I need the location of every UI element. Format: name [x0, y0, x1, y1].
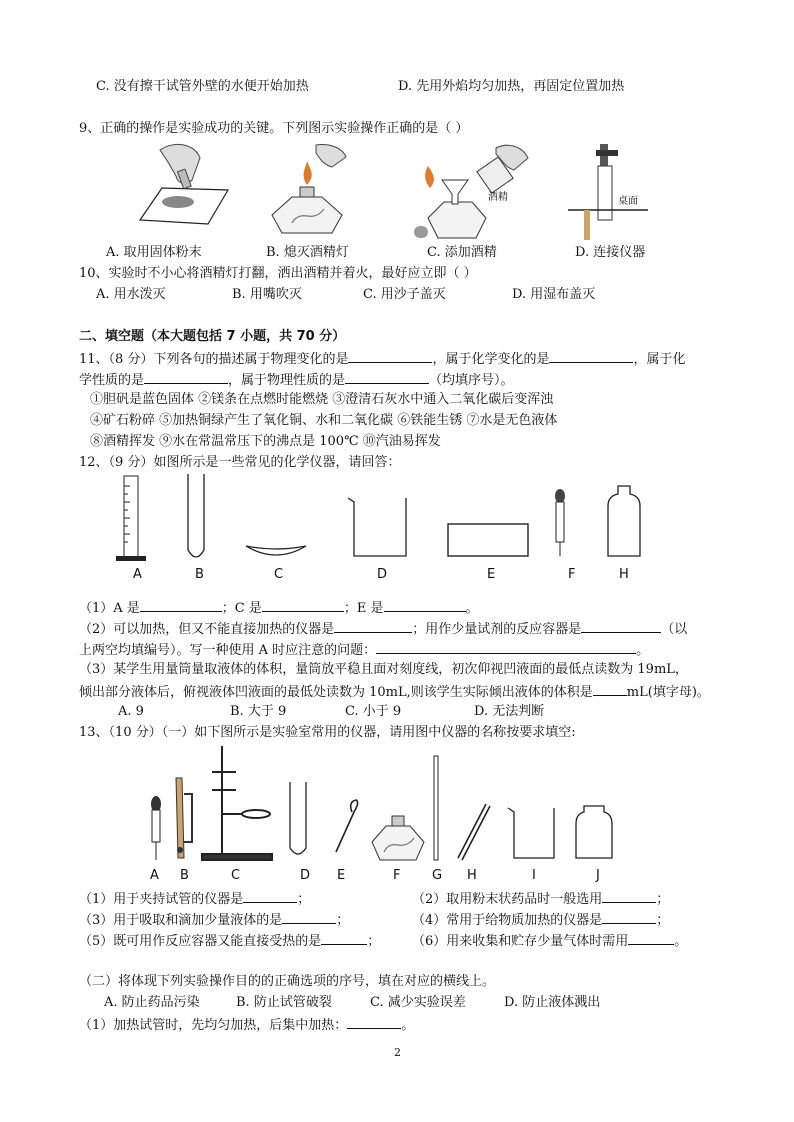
spatula-icon	[336, 800, 358, 852]
q11-text: ，属于化学变化的是	[432, 352, 550, 367]
test-tube-holder-icon	[176, 778, 192, 858]
q9-option-b: B. 熄灭酒精灯	[266, 245, 349, 260]
graduated-cylinder-icon	[116, 476, 146, 561]
answer-blank[interactable]	[345, 370, 429, 384]
test-tube-icon	[188, 474, 204, 557]
q13-text: （3）用于吸取和滴加少量液体的是	[79, 913, 283, 928]
q13-part2-option-a: A. 防止药品污染	[104, 995, 200, 1010]
fig-label: B	[180, 868, 189, 883]
answer-blank[interactable]	[593, 682, 627, 696]
fig-label: I	[532, 868, 536, 883]
q13-row-3b	[412, 931, 687, 951]
q12-text: （以	[661, 622, 688, 637]
q8-option-c: C. 没有擦干试管外壁的水便开始加热	[96, 79, 309, 94]
answer-blank[interactable]	[144, 370, 228, 384]
q12-option-d: D. 无法判断	[474, 704, 545, 719]
q13-part2-stem: （二）将体现下列实验操作目的的正确选项的序号，填在对应的横线上。	[79, 974, 496, 989]
answer-blank[interactable]	[384, 598, 466, 612]
q11-items-1: ①胆矾是蓝色固体 ②镁条在点燃时能燃烧 ③澄清石灰水中通入二氧化碳后变浑浊	[90, 392, 554, 407]
q12-p2-line1	[79, 619, 687, 639]
answer-blank[interactable]	[376, 640, 636, 654]
answer-blank[interactable]	[602, 889, 656, 903]
q13-part2-option-c: C. 减少实验误差	[370, 995, 466, 1010]
section-title: 二、填空题（本大题包括 7 小题，共 70 分）	[79, 329, 346, 344]
q13-text: 。	[674, 934, 688, 949]
answer-blank[interactable]	[321, 931, 367, 945]
q12-text: 。	[465, 601, 479, 616]
fig-label: F	[568, 567, 576, 582]
answer-blank[interactable]	[602, 910, 656, 924]
answer-blank[interactable]	[549, 349, 633, 363]
q12-text: 。	[636, 643, 650, 658]
dropper-icon	[151, 796, 161, 860]
q10-option-d: D. 用湿布盖灭	[512, 287, 596, 302]
q13-text: （2）取用粉末状药品时一般选用	[412, 892, 603, 907]
fig-label: E	[487, 567, 496, 582]
reagent-bottle-icon	[608, 486, 640, 556]
alcohol-lamp-icon	[372, 816, 424, 860]
answer-blank[interactable]	[262, 598, 344, 612]
figure-alcohol-lamp	[262, 145, 352, 235]
fig-label: B	[195, 567, 204, 582]
fig-label: D	[300, 868, 311, 883]
tweezers-icon	[458, 804, 490, 860]
answer-blank[interactable]	[348, 349, 432, 363]
q12-text: 上两空均填编号）。写一种使用 A 时应注意的问题：	[79, 643, 377, 658]
trough-icon	[448, 524, 528, 556]
answer-blank[interactable]	[581, 619, 661, 633]
q9-option-c: C. 添加酒精	[427, 245, 497, 260]
q11-text: 11、（8 分）下列各句的描述属于物理变化的是	[79, 352, 349, 367]
q12-text: ；E 是	[343, 601, 384, 616]
q10-option-b: B. 用嘴吹灭	[232, 287, 302, 302]
q11-line2	[79, 370, 514, 390]
q13-row-2	[79, 910, 349, 930]
answer-blank[interactable]	[243, 889, 297, 903]
q13-part2-q1	[79, 1015, 414, 1035]
q13-part2-option-b: B. 防止试管破裂	[236, 995, 332, 1010]
q13-row-1b	[412, 889, 669, 909]
answer-blank[interactable]	[334, 619, 412, 633]
fig-label: F	[393, 868, 401, 883]
q12-p1	[79, 598, 479, 618]
q13-text: （5）既可用作反应容器又能直接受热的是	[79, 934, 322, 949]
evaporating-dish-icon	[246, 546, 306, 555]
figure-label-alcohol: 酒精	[488, 192, 508, 203]
q12-text: 倾出部分液体后，俯视液体凹液面的最低处读数为 10mL,则该学生实际倾出液体的体积是	[79, 685, 593, 700]
q13-stem: 13、（10 分）（一）如下图所示是实验室常用的仪器，请用图中仪器的名称按要求填空:	[79, 725, 576, 740]
q9-stem: 9、正确的操作是实验成功的关键。下列图示实验操作正确的是（ ）	[79, 121, 469, 136]
q12-option-b: B. 大于 9	[230, 704, 287, 719]
fig-label: C	[274, 567, 284, 582]
q12-stem: 12、（9 分）如图所示是一些常见的化学仪器，请回答：	[79, 455, 401, 470]
q12-p3-line2	[79, 682, 710, 702]
q12-text: mL(填字母)。	[626, 685, 710, 700]
q13-row-3	[79, 931, 380, 951]
fig-label: C	[231, 868, 241, 883]
q11-text: ，属于物理性质的是	[228, 373, 346, 388]
q11-items-2: ④矿石粉碎 ⑤加热铜绿产生了氧化铜、水和二氧化碳 ⑥铁能生锈 ⑦水是无色液体	[90, 413, 558, 428]
fig-label: D	[377, 567, 388, 582]
q11-text: 学性质的是	[79, 373, 145, 388]
q13-part2-option-d: D. 防止液体溅出	[504, 995, 601, 1010]
q12-instruments-figure	[110, 472, 670, 564]
q10-option-c: C. 用沙子盖灭	[363, 287, 446, 302]
q10-option-a: A. 用水泼灭	[96, 287, 166, 302]
answer-blank[interactable]	[628, 931, 674, 945]
dropper-icon	[555, 489, 565, 556]
q10-stem: 10、实验时不小心将酒精灯打翻，洒出酒精并着火，最好应立即（ ）	[79, 266, 477, 281]
q13-text: 。	[401, 1018, 415, 1033]
q13-text: （4）常用于给物质加热的仪器是	[412, 913, 603, 928]
q11-line1	[79, 349, 685, 369]
q12-option-c: C. 小于 9	[345, 704, 402, 719]
fig-label: A	[150, 868, 159, 883]
fig-label: H	[619, 567, 629, 582]
q11-text: ，属于化	[633, 352, 686, 367]
q13-text: ；	[336, 913, 350, 928]
figure-label-desk: 桌面	[618, 196, 638, 207]
q11-items-3: ⑧酒精挥发 ⑨水在常温常压下的沸点是 100℃ ⑩汽油易挥发	[90, 434, 441, 449]
page-number: 2	[394, 1046, 401, 1059]
glass-rod-icon	[434, 756, 438, 860]
q13-row-1	[79, 889, 310, 909]
figure-powder-paper	[120, 140, 230, 230]
q12-p3-line1: （3）某学生用量筒量取液体的体积，量筒放平稳且面对刻度线，初次仰视凹液面的最低点读数为 19mL，	[79, 662, 688, 677]
q12-text: ；C 是	[221, 601, 262, 616]
q13-text: ；	[297, 892, 311, 907]
figure-connect-apparatus	[568, 140, 668, 240]
fig-label: H	[467, 868, 477, 883]
q11-text: （均填序号）。	[429, 373, 514, 388]
q13-text: （1）加热试管时，先均匀加热，后集中加热：	[79, 1018, 348, 1033]
beaker-icon	[508, 808, 554, 858]
test-tube-icon	[290, 782, 306, 854]
q12-p2-line2	[79, 640, 649, 660]
q9-option-d: D. 连接仪器	[575, 245, 646, 260]
gas-bottle-icon	[576, 806, 612, 858]
q8-option-d: D. 先用外焰均匀加热，再固定位置加热	[398, 79, 625, 94]
q13-row-2b	[412, 910, 669, 930]
fig-label: J	[596, 868, 600, 883]
answer-blank[interactable]	[282, 910, 336, 924]
q13-text: ；	[367, 934, 381, 949]
q9-option-a: A. 取用固体粉末	[106, 245, 202, 260]
answer-blank[interactable]	[347, 1015, 401, 1029]
q13-text: ；	[656, 913, 670, 928]
q13-text: （1）用于夹持试管的仪器是	[79, 892, 244, 907]
q13-text: （6）用来收集和贮存少量气体时需用	[412, 934, 629, 949]
fig-label: G	[432, 868, 443, 883]
q13-instruments-figure	[140, 742, 620, 866]
answer-blank[interactable]	[140, 598, 222, 612]
q12-option-a: A. 9	[118, 704, 144, 719]
iron-stand-icon	[202, 746, 272, 860]
q12-text: （1）A 是	[79, 601, 140, 616]
fig-label: E	[337, 868, 346, 883]
q12-text: （2）可以加热，但又不能直接加热的仪器是	[79, 622, 335, 637]
fig-label: A	[133, 567, 142, 582]
q13-text: ；	[656, 892, 670, 907]
figure-add-alcohol	[410, 140, 530, 240]
q12-text: ；用作少量试剂的反应容器是	[412, 622, 582, 637]
beaker-icon	[348, 498, 406, 556]
